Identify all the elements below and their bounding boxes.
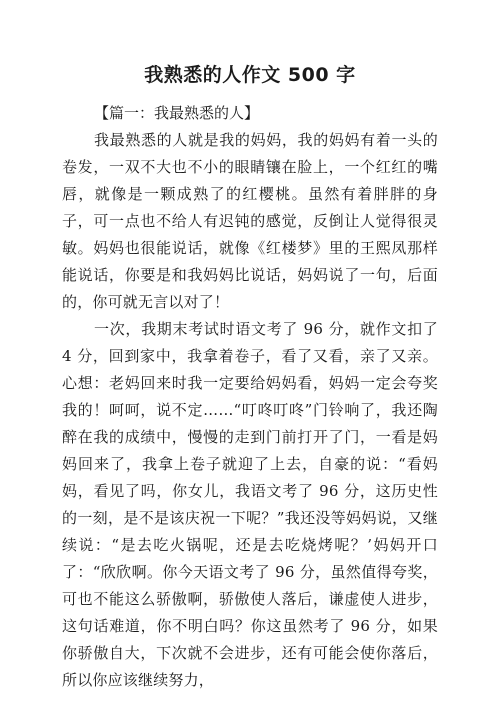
document-title: 我熟悉的人作文 500 字: [144, 64, 356, 86]
paragraph-1: 我最熟悉的人就是我的妈妈，我的妈妈有着一头的卷发，一双不大也不小的眼睛镶在脸上，一个红红的嘴唇，就像是一颗成熟了的红樱桃。虽然有着胖胖的身子，可一点也不给人有迟钝的感觉，反倒让人觉得很灵敏。妈妈也很能说话，就像《红楼梦》里的王熙凤那样能说话，你要是和我妈妈比说话，妈妈说了一句，后面的，你可就无言以对了！: [62, 131, 438, 311]
section-heading: 【篇一：我最熟悉的人】: [94, 104, 260, 122]
paragraph-2: 一次，我期末考试时语文考了 96 分，就作文扣了 4 分，回到家中，我拿着卷子，看了又看，亲了又亲。心想：老妈回来时我一定要给妈妈看，妈妈一定会夸奖我的！呵呵，说不定……“叮咚叮咚”门铃响了，我还陶醉在我的成绩中，慢慢的走到门前打开了门，一看是妈妈回来了，我拿上卷子就迎了上去，自豪的说：“看妈妈，看见了吗，你女儿，我语文考了 96 分，这历史性的一刻，是不是该庆祝一下呢？”我还没等妈妈说，又继续说：“是去吃火锅呢，还是去吃烧烤呢？’妈妈开口了：“欣欣啊。你今天语文考了 96 分，虽然值得夸奖，可也不能这么骄傲啊，骄傲使人落后，谦虚使人进步，这句话难道，你不明白吗？你这虽然考了 96 分，如果你骄傲自大，下次就不会进步，还有可能会使你落后，所以你应该继续努力，: [62, 320, 438, 689]
